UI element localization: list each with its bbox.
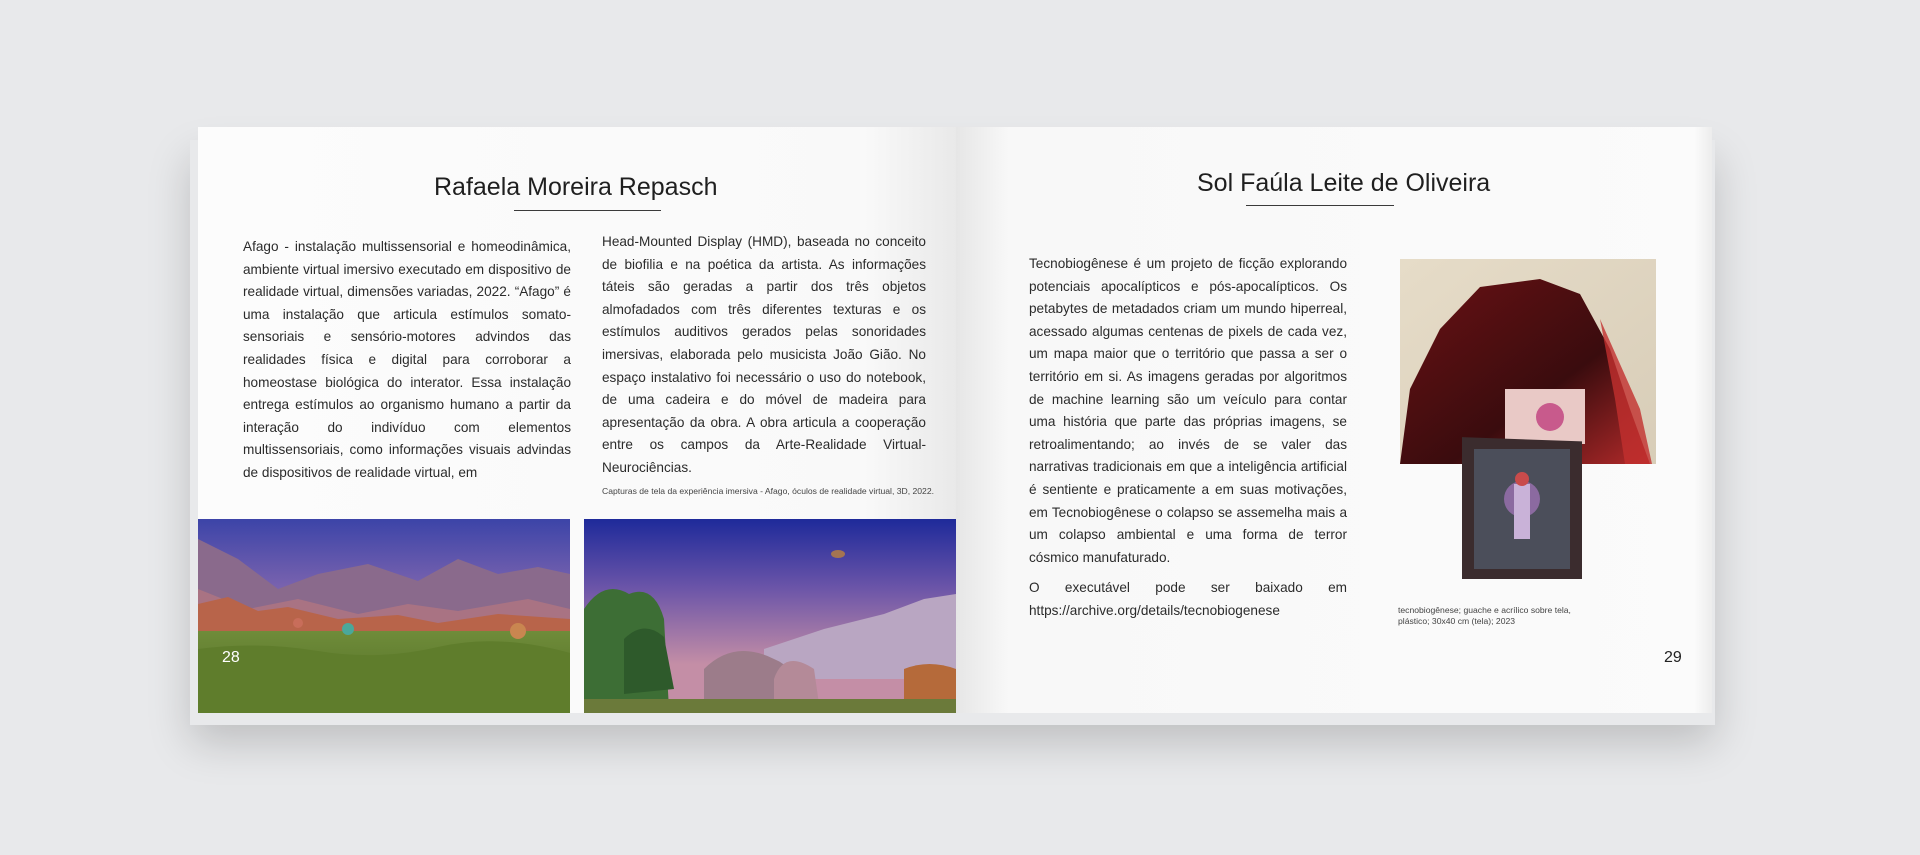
page-number-29: 29	[1664, 649, 1682, 666]
left-title-underline	[514, 210, 661, 211]
left-column-2: Head-Mounted Display (HMD), baseada no conceito de biofilia e na poética da artista. As informações táteis são geradas a partir dos três objetos almofadados com três diferentes texturas e os estímulos auditivos gerados pelas sonoridades imersivas, elaborada pelo musicista João Gião. No espaço instalativo foi necessário o uso do notebook, de uma cadeira e do móvel de madeira para apresentação da obra. A obra articula a cooperação entre os campos da Arte-Realidade Virtual-Neurociências.	[602, 234, 926, 475]
left-page	[198, 127, 956, 713]
right-page	[956, 127, 1712, 713]
left-column-1: Afago - instalação multissensorial e homeodinâmica, ambiente virtual imersivo executado em dispositivo de realidade virtual, dimensões variadas, 2022. “Afago” é uma instalação que articula estímulos somato-sensoriais e sensório-motores advindos das realidades física e digital para corroborar a homeostase biológica do interator. Essa instalação entrega estímulos ao organismo humano a partir da interação do indivíduo com elementos multissensoriais, como informações visuais advindas de dispositivos de realidade virtual, em	[243, 239, 571, 480]
right-body-text: Tecnobiogênese é um projeto de ficção explorando potenciais apocalípticos e pós-apocalípticos. Os petabytes de metadados criam um mundo hiperreal, acessado algumas centenas de pixels de cada vez, um mapa maior que o território que passa a ser o território em si. As imagens geradas por algoritmos de machine learning são um veículo para contar uma história que parte das próprias imagens, se retroalimentando; ao invés de se valer das narrativas tradicionais em que a inteligência artificial é sentiente e praticamente a em suas motivações, em Tecnobiogênese o colapso se assemelha mais a um colapso ambiental e uma forma de terror cósmico manufaturado.	[1029, 256, 1347, 565]
vr-screenshot-landscape-1	[198, 519, 570, 713]
artwork-caption-line-1: tecnobiogênese; guache e acrílico sobre tela,	[1398, 605, 1571, 615]
right-title-underline	[1246, 205, 1394, 206]
artwork-tecnobiogenese	[1400, 259, 1656, 579]
page-number-28: 28	[222, 649, 240, 666]
vr-screenshot-landscape-2	[584, 519, 956, 713]
left-caption: Capturas de tela da experiência imersiva - Afago, óculos de realidade virtual, 3D, 2022.	[602, 486, 935, 496]
left-page-title: Rafaela Moreira Repasch	[434, 173, 718, 201]
right-body-link-text: O executável pode ser baixado em https://archive.org/details/tecnobiogenese	[1029, 580, 1347, 618]
right-page-title: Sol Faúla Leite de Oliveira	[1197, 169, 1491, 197]
artwork-caption-line-2: plástico; 30x40 cm (tela); 2023	[1398, 616, 1516, 626]
